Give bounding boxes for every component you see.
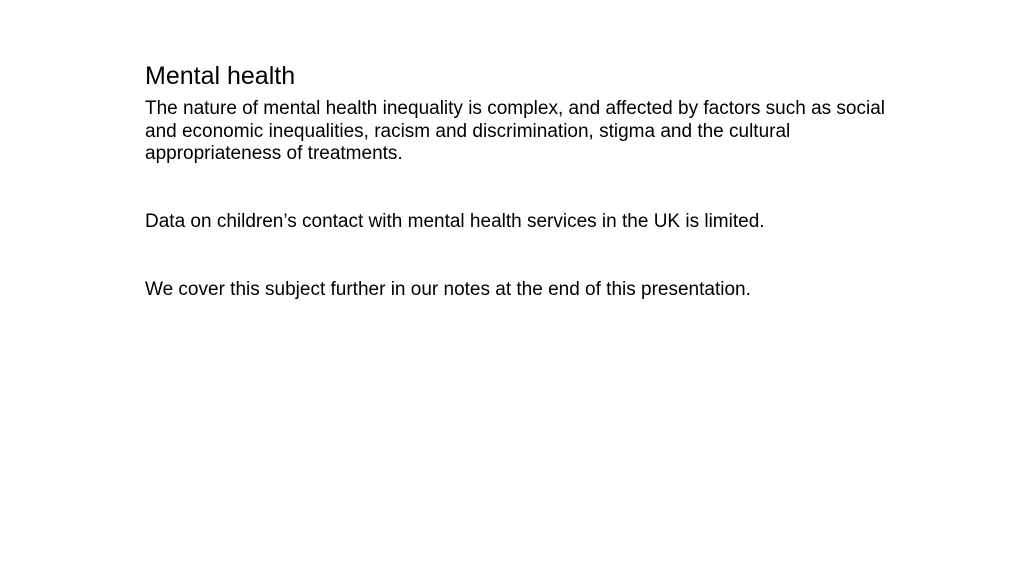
slide-content (145, 60, 905, 302)
slide-title: Mental health (145, 62, 296, 90)
paragraph-data-limited: Data on children’s contact with mental health services in the UK is limited. (145, 210, 765, 232)
paragraph-notes: We cover this subject further in our notes at the end of this presentation. (145, 279, 751, 300)
paragraph-inequality: The nature of mental health inequality is complex, and affected by factors such as social and economic inequalities, racism and discrimination, stigma and the cultural appropriateness of treatments. (145, 98, 886, 164)
